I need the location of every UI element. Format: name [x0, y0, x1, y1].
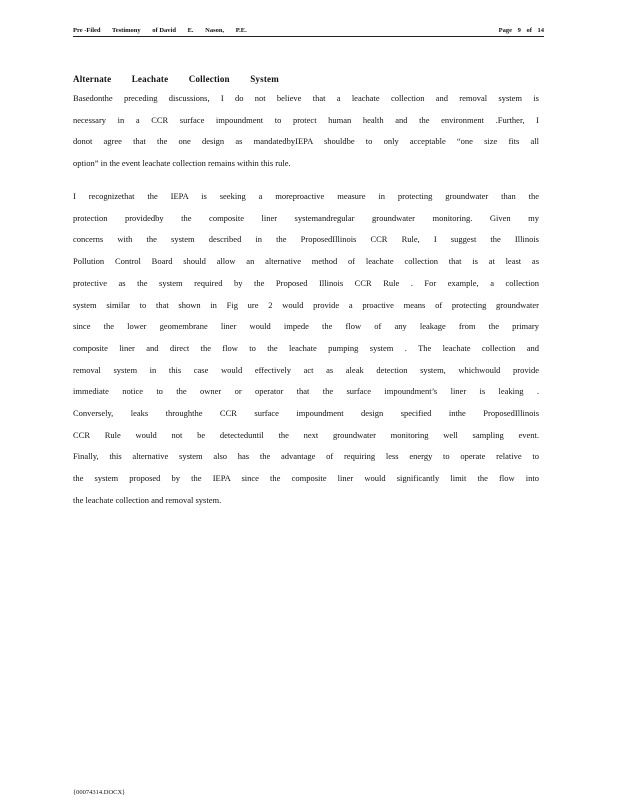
text-line: Pollution Control Board should allow an alternative method of leachate collection that is at least as: [73, 256, 539, 267]
text-line: Basedonthe preceding discussions, I do not believe that a leachate collection and removal system is: [73, 93, 539, 103]
page-total: 14: [537, 27, 544, 34]
text-line: the leachate collection and removal system.: [73, 494, 222, 505]
text-line: removal system in this case would effectively act as aleak detection system, whichwould provide: [73, 364, 539, 375]
text-line: protective as the system required by the Proposed Illinois CCR Rule . For example, a collection: [73, 277, 539, 288]
text-line: CCR Rule would not be detecteduntil the next groundwater monitoring well sampling event.: [73, 429, 539, 440]
text-line: the system proposed by the IEPA since the composite liner would significantly limit the flow into: [73, 473, 539, 484]
page-label: Page: [498, 27, 512, 34]
page-of-label: of: [526, 27, 532, 34]
document-id-footer: {00074314.DOCX}: [73, 789, 126, 796]
page-number: [495, 27, 544, 34]
text-line: I recognizethat the IEPA is seeking a moreproactive measure in protecting groundwater than the: [73, 191, 539, 201]
paragraph-1: [73, 88, 539, 175]
text-line: since the lower geomembrane liner would impede the flow of any leakage from the primary: [73, 321, 539, 332]
text-line: option” in the event leachate collection remains within this rule.: [73, 158, 291, 169]
paragraph-2: [73, 186, 539, 512]
text-line: necessary in a CCR surface impoundment to protect human health and the environment .Further, I: [73, 114, 539, 125]
text-line: Conversely, leaks throughthe CCR surface impoundment design specified inthe ProposedIllinois: [73, 408, 539, 419]
header-title-part: Testimony: [112, 27, 141, 34]
text-line: protection providedby the composite liner systemandregular groundwater monitoring. Given my: [73, 212, 539, 223]
text-line: immediate notice to the owner or operator that the surface impoundment’s liner is leaking .: [73, 386, 539, 397]
text-line: system similar to that shown in Fig ure 2 would provide a proactive means of protecting groundwater: [73, 299, 539, 310]
section-heading: Alternate Leachate Collection System: [73, 74, 279, 84]
text-line: donot agree that the one design as mandatedbyIEPA shouldbe to only acceptable “one size fits all: [73, 136, 539, 147]
text-line: composite liner and direct the flow to the leachate pumping system . The leachate collection and: [73, 342, 539, 353]
page-header: [73, 27, 544, 37]
text-line: concerns with the system described in the ProposedIllinois CCR Rule, I suggest the Illinois: [73, 234, 539, 245]
header-title-part: Nason,: [205, 27, 225, 34]
header-title-part: Pre -Filed: [73, 27, 101, 34]
header-title-part: of David: [152, 27, 176, 34]
header-title-part: E.: [187, 27, 194, 34]
text-line: Finally, this alternative system also has the advantage of requiring less energy to operate relative to: [73, 451, 539, 462]
header-title: [73, 27, 257, 34]
page-current: 9: [517, 27, 521, 34]
header-title-part: P.E.: [235, 27, 247, 34]
